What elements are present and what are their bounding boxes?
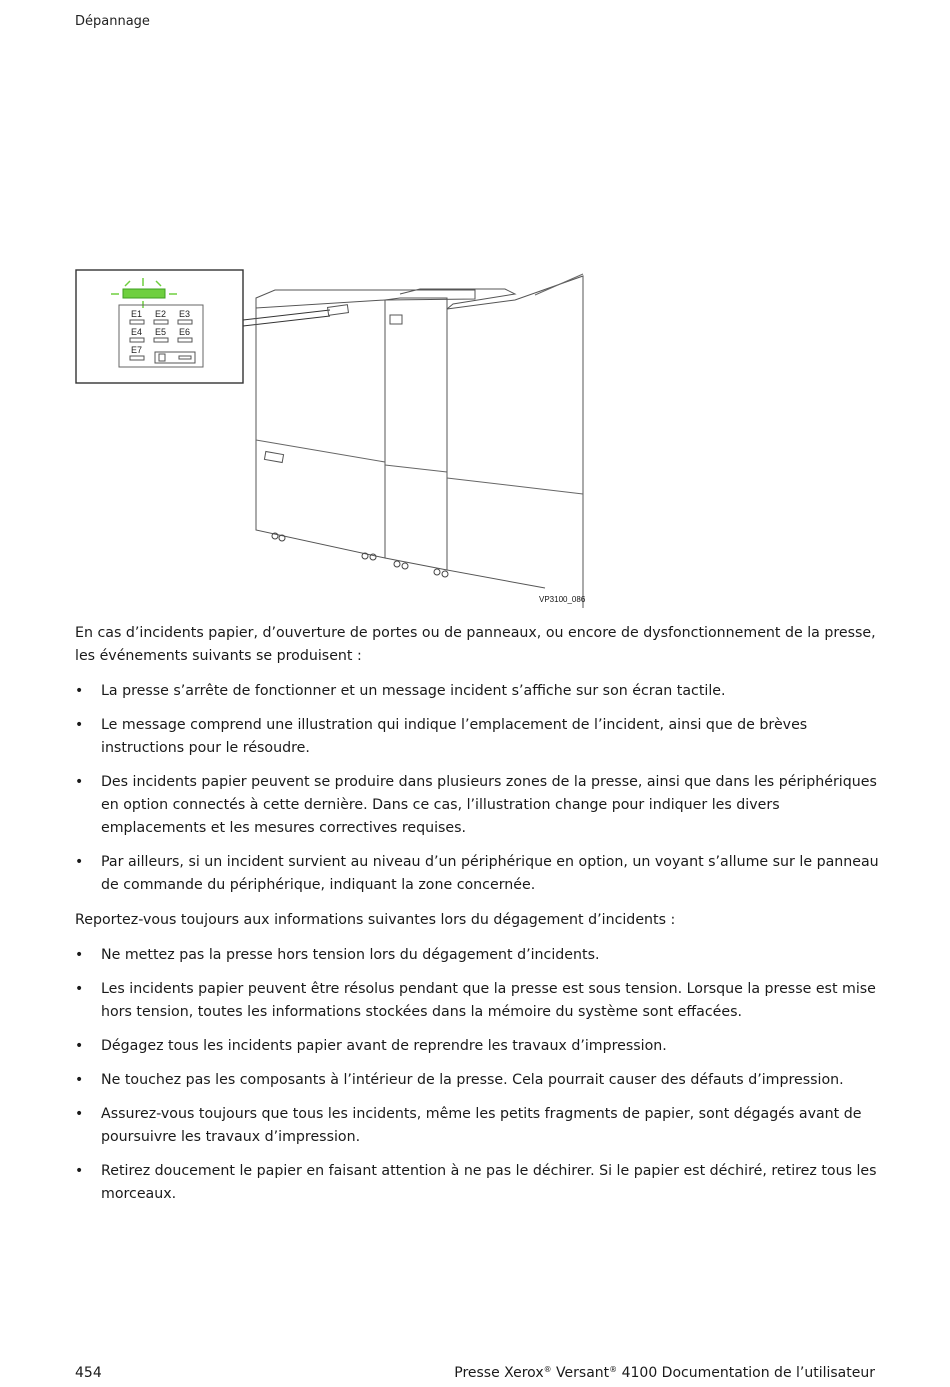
doc-title-part: Presse Xerox <box>454 1365 544 1381</box>
list-item: • Par ailleurs, si un incident survient au niveau d’un périphérique en option, un voyant s’allume sur le panneau de commande du périphérique, indiquant la zone concernée. <box>75 851 880 897</box>
list-item: • Le message comprend une illustration qui indique l’emplacement de l’incident, ainsi que de brèves instructions pour le résoudre. <box>75 714 880 760</box>
registered-mark: ® <box>543 1365 552 1374</box>
list-item: • Assurez-vous toujours que tous les incidents, même les petits fragments de papier, sont dégagés avant de poursuivre les travaux d’impression. <box>75 1103 880 1149</box>
intro-paragraph: En cas d’incidents papier, d’ouverture de portes ou de panneaux, ou encore de dysfonctionnement de la presse, les événements suivants se produisent : <box>75 625 876 664</box>
guidance-paragraph: Reportez-vous toujours aux informations suivantes lors du dégagement d’incidents : <box>75 912 676 928</box>
list-item: • Des incidents papier peuvent se produire dans plusieurs zones de la presse, ainsi que dans les périphériques en option connectés à cette dernière. Dans ce cas, l’illustration change pour indiquer les divers emplacements et les mesures correctives requises. <box>75 771 880 840</box>
main-content <box>75 622 880 1218</box>
document-title <box>454 1365 875 1381</box>
list-item: • Ne mettez pas la presse hors tension lors du dégagement d’incidents. <box>75 944 880 967</box>
printer-illustration <box>75 268 587 608</box>
events-list <box>75 680 880 897</box>
list-item: • Retirez doucement le papier en faisant attention à ne pas le déchirer. Si le papier est déchiré, retirez tous les morceaux. <box>75 1160 880 1206</box>
panel-label-e6: E6 <box>179 327 191 337</box>
panel-label-e4: E4 <box>131 327 143 337</box>
list-item: • La presse s’arrête de fonctionner et un message incident s’affiche sur son écran tactile. <box>75 680 880 703</box>
figure-id: VP3100_086 <box>539 595 586 604</box>
doc-title-part: 4100 Documentation de l’utilisateur <box>617 1365 875 1381</box>
panel-label-e5: E5 <box>155 327 167 337</box>
indicator-strip <box>123 289 165 298</box>
list-item: • Dégagez tous les incidents papier avant de reprendre les travaux d’impression. <box>75 1035 880 1058</box>
panel-label-e1: E1 <box>131 309 143 319</box>
guidance-list <box>75 944 880 1206</box>
panel-label-e2: E2 <box>155 309 167 319</box>
panel-label-e7: E7 <box>131 345 143 355</box>
registered-mark: ® <box>609 1365 618 1374</box>
list-item: • Les incidents papier peuvent être résolus pendant que la presse est sous tension. Lorsque la presse est mise hors tension, toutes les informations stockées dans la mémoire du système sont effacées. <box>75 978 880 1024</box>
page-number: 454 <box>75 1365 102 1381</box>
list-item: • Ne touchez pas les composants à l’intérieur de la presse. Cela pourrait causer des défauts d’impression. <box>75 1069 880 1092</box>
doc-title-part: Versant <box>551 1365 610 1381</box>
running-header: Dépannage <box>75 14 150 29</box>
panel-label-e3: E3 <box>179 309 191 319</box>
